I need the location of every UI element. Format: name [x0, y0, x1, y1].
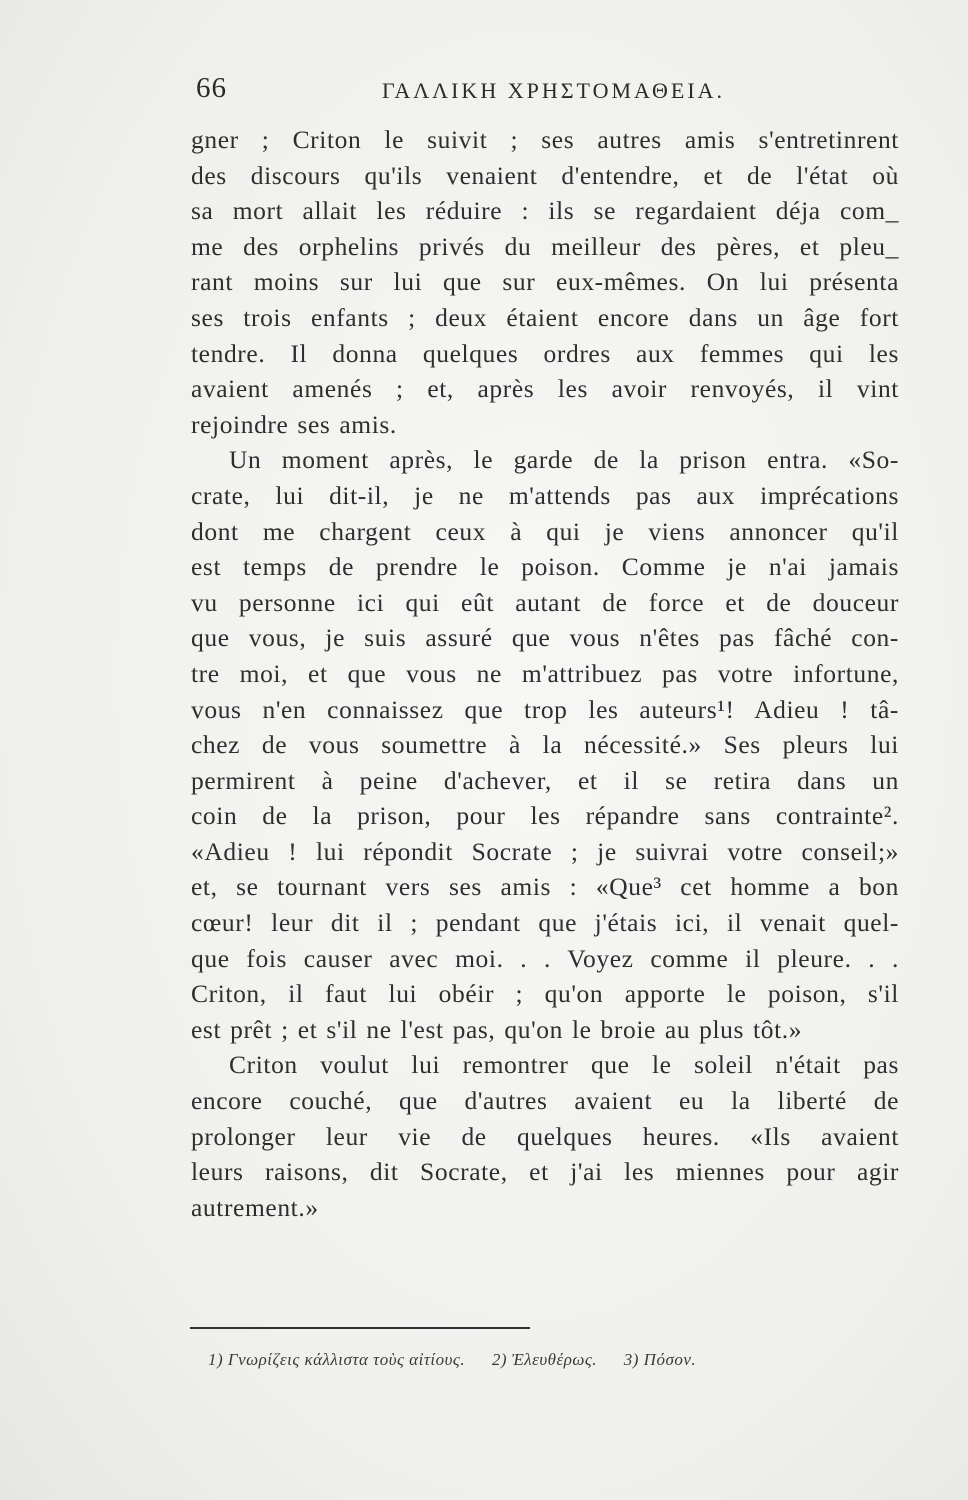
text-line: ses trois enfants ; deux étaient encore dans un âge fort — [191, 302, 899, 332]
text-line: encore couché, que d'autres avaient eu la liberté de — [191, 1086, 899, 1116]
text-line: tendre. Il donna quelques ordres aux femmes qui les — [191, 338, 899, 368]
text-line: cœur! leur dit il ; pendant que j'étais ici, il venait quel- — [191, 908, 899, 938]
footnote-1: 1) Γνωρίζεις κάλλιστα τοὺς αἰτίους. — [208, 1350, 466, 1369]
footnotes — [208, 1350, 898, 1370]
text-line: que fois causer avec moi. . . Voyez comme il pleure. . . — [191, 943, 899, 973]
text-line: me des orphelins privés du meilleur des pères, et pleu_ — [191, 231, 899, 261]
text-line: que vous, je suis assuré que vous n'êtes pas fâché con- — [191, 623, 899, 653]
text-line: crate, lui dit-il, je ne m'attends pas aux imprécations — [191, 480, 899, 510]
text-line: coin de la prison, pour les répandre sans contrainte². — [191, 801, 899, 831]
text-line: permirent à peine d'achever, et il se retira dans un — [191, 765, 899, 795]
text-line: est temps de prendre le poison. Comme je n'ai jamais — [191, 552, 899, 582]
text-line: des discours qu'ils venaient d'entendre, et de l'état où — [191, 160, 899, 190]
text-line: prolonger leur vie de quelques heures. «Ils avaient — [191, 1121, 899, 1151]
text-line: et, se tournant vers ses amis : «Que³ cet homme a bon — [191, 872, 899, 902]
text-line: est prêt ; et s'il ne l'est pas, qu'on le broie au plus tôt.» — [191, 1014, 803, 1044]
text-line: chez de vous soumettre à la nécessité.» Ses pleurs lui — [191, 730, 899, 760]
footnote-rule — [190, 1327, 530, 1329]
text-line: gner ; Criton le suivit ; ses autres amis s'entretinrent — [191, 125, 899, 154]
text-line: rant moins sur lui que sur eux-mêmes. On lui présenta — [191, 267, 899, 297]
text-line: «Adieu ! lui répondit Socrate ; je suivrai votre conseil;» — [191, 836, 899, 866]
text-line: dont me chargent ceux à qui je viens annoncer qu'il — [191, 516, 899, 546]
body-text — [191, 122, 899, 1225]
footnote-3: 3) Πόσον. — [623, 1350, 697, 1369]
text-line: vu personne ici qui eût autant de force et de douceur — [191, 587, 899, 617]
text-line: leurs raisons, dit Socrate, et j'ai les miennes pour agir — [191, 1157, 899, 1187]
text-line: rejoindre ses amis. — [191, 409, 397, 439]
text-line: tre moi, et que vous ne m'attribuez pas votre infortune, — [191, 658, 899, 688]
text-line: sa mort allait les réduire : ils se regardaient déja com_ — [191, 196, 899, 226]
running-head — [196, 72, 896, 112]
text-line: autrement.» — [191, 1192, 319, 1222]
text-line: Criton, il faut lui obéir ; qu'on apporte le poison, s'il — [191, 979, 899, 1009]
page-number: 66 — [196, 72, 227, 104]
text-line: Criton voulut lui remontrer que le soleil n'était pas — [229, 1050, 899, 1080]
running-title: ΓΑΛΛΙΚΗ ΧΡΗΣΤΟΜΑΘΕΙΑ. — [382, 78, 726, 103]
footnote-2: 2) Ἐλευθέρως. — [491, 1350, 598, 1369]
text-line: Un moment après, le garde de la prison entra. «So- — [229, 445, 899, 475]
text-line: avaient amenés ; et, après les avoir renvoyés, il vint — [191, 374, 899, 404]
text-line: vous n'en connaissez que trop les auteurs¹! Adieu ! tâ- — [191, 694, 899, 724]
